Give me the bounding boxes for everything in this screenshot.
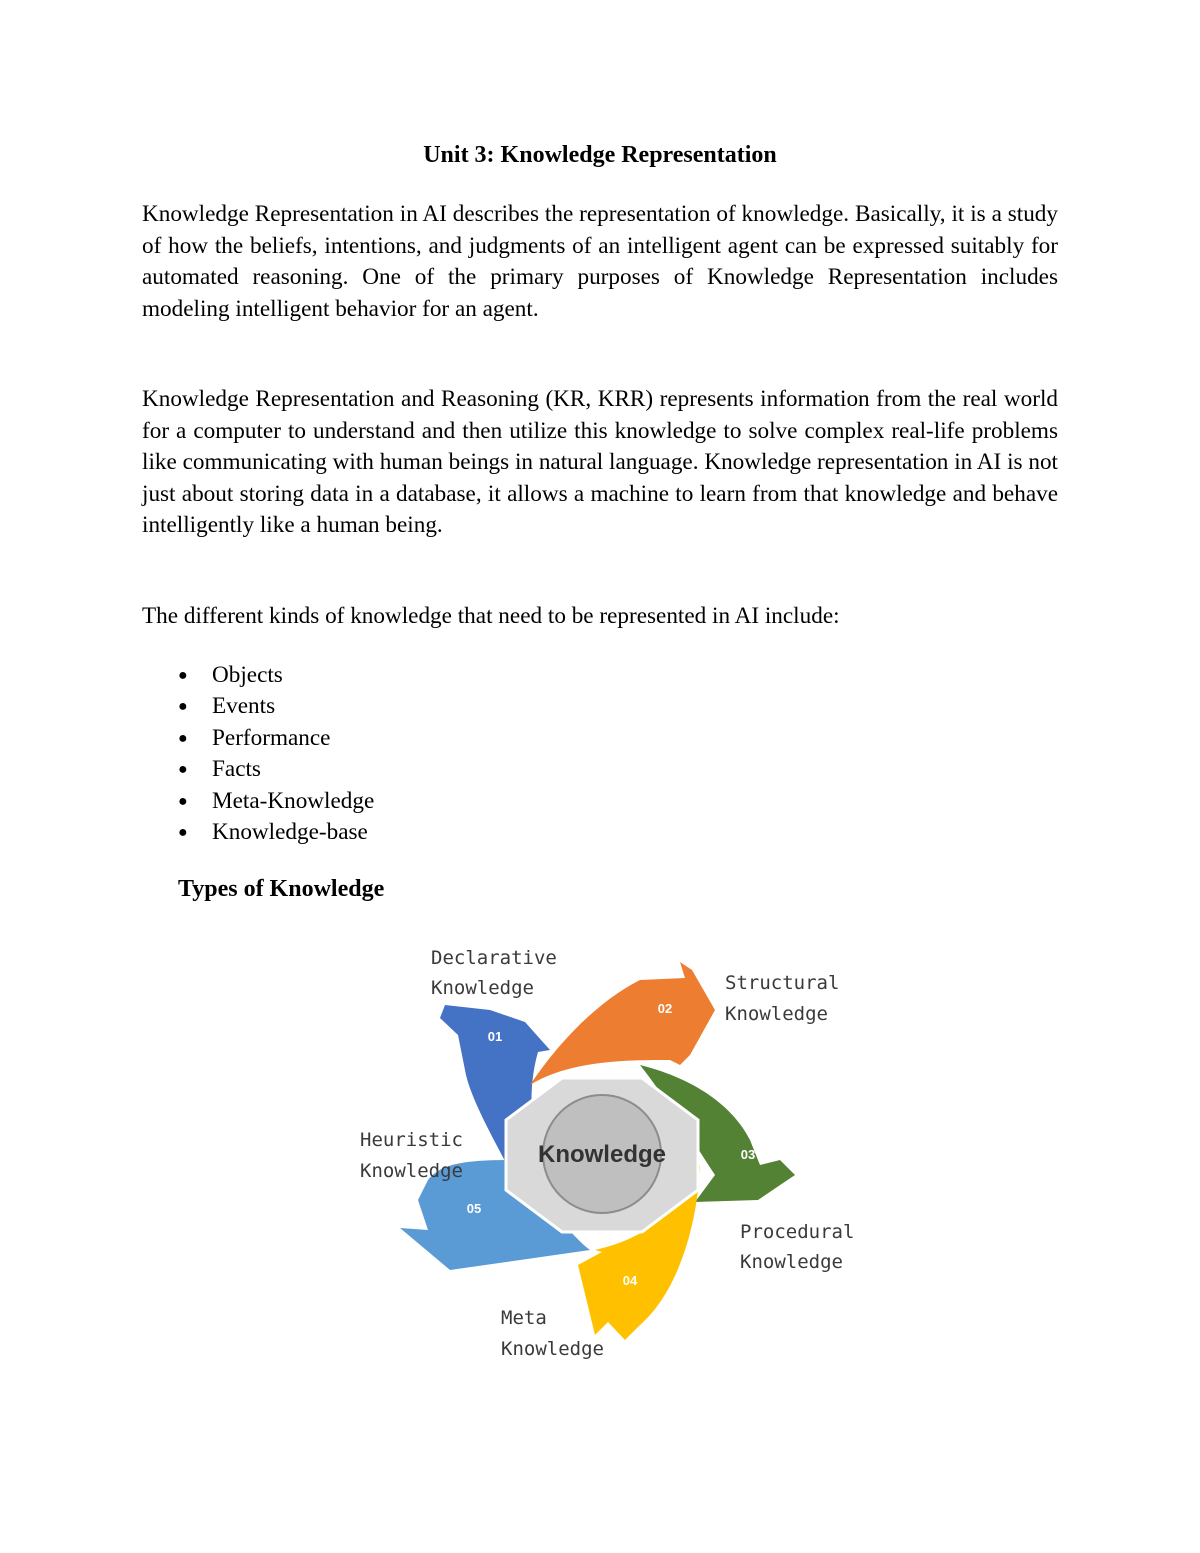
bullet-icon: ● <box>178 792 188 810</box>
bullet-icon: ● <box>178 667 188 684</box>
list-item-label: Meta-Knowledge <box>212 787 375 814</box>
kinds-intro-paragraph: The different kinds of knowledge that need to be represented in AI include: <box>142 603 840 629</box>
list-item <box>142 754 374 785</box>
declarative-label-line1: Declarative <box>431 947 557 969</box>
list-item-label: Facts <box>212 756 261 783</box>
procedural-label-line2: Knowledge <box>740 1251 843 1273</box>
segment-05-number: 05 <box>466 1201 482 1216</box>
krr-paragraph: Knowledge Representation and Reasoning (KR, KRR) represents information from the real world for a computer to understand and then utilize this knowledge to solve complex real-life problems like communicating with human beings in natural language. Knowledge representation in AI is not just about storing data in a database, it allows a machine to learn from that knowledge and behave intelligently like a human being. <box>142 386 1058 539</box>
segment-02-arrow <box>530 962 715 1085</box>
segment-03-number: 03 <box>740 1147 756 1162</box>
list-item <box>142 660 374 691</box>
knowledge-kinds-list <box>142 660 374 848</box>
list-item <box>142 723 374 754</box>
bullet-icon: ● <box>178 729 188 747</box>
list-item-label: Objects <box>212 662 283 688</box>
types-of-knowledge-diagram <box>340 930 860 1370</box>
bullet-icon: ● <box>178 698 188 716</box>
list-item-label: Knowledge-base <box>212 819 368 846</box>
structural-label-line2: Knowledge <box>725 1003 828 1025</box>
list-item-label: Performance <box>212 724 331 751</box>
segment-04-number: 04 <box>622 1273 638 1288</box>
list-item-label: Events <box>212 693 276 720</box>
intro-paragraph: Knowledge Representation in AI describes the representation of knowledge. Basically, it is a study of how the beliefs, intentions, and judgments of an intelligent agent can be expressed suitably for automated reasoning. One of the primary purposes of Knowledge Representation includes modeling intelligent behavior for an agent. <box>142 201 1058 322</box>
meta-label-line2: Knowledge <box>501 1338 604 1360</box>
segment-01-number: 01 <box>487 1029 503 1044</box>
bullet-icon: ● <box>178 761 188 779</box>
procedural-label-line1: Procedural <box>740 1221 855 1243</box>
meta-label-line1: Meta <box>501 1307 547 1329</box>
list-item <box>142 691 374 722</box>
page-title: Unit 3: Knowledge Representation <box>423 142 777 168</box>
bullet-icon: ● <box>178 824 188 842</box>
declarative-label-line2: Knowledge <box>431 977 534 999</box>
list-item <box>142 817 374 848</box>
list-item <box>142 786 374 817</box>
heuristic-label-line2: Knowledge <box>360 1160 463 1182</box>
heuristic-label-line1: Heuristic <box>360 1129 463 1151</box>
segment-02-number: 02 <box>657 1001 673 1016</box>
knowledge-hub-label: Knowledge <box>537 1141 667 1168</box>
section-heading: Types of Knowledge <box>178 876 385 902</box>
structural-label-line1: Structural <box>725 972 840 994</box>
